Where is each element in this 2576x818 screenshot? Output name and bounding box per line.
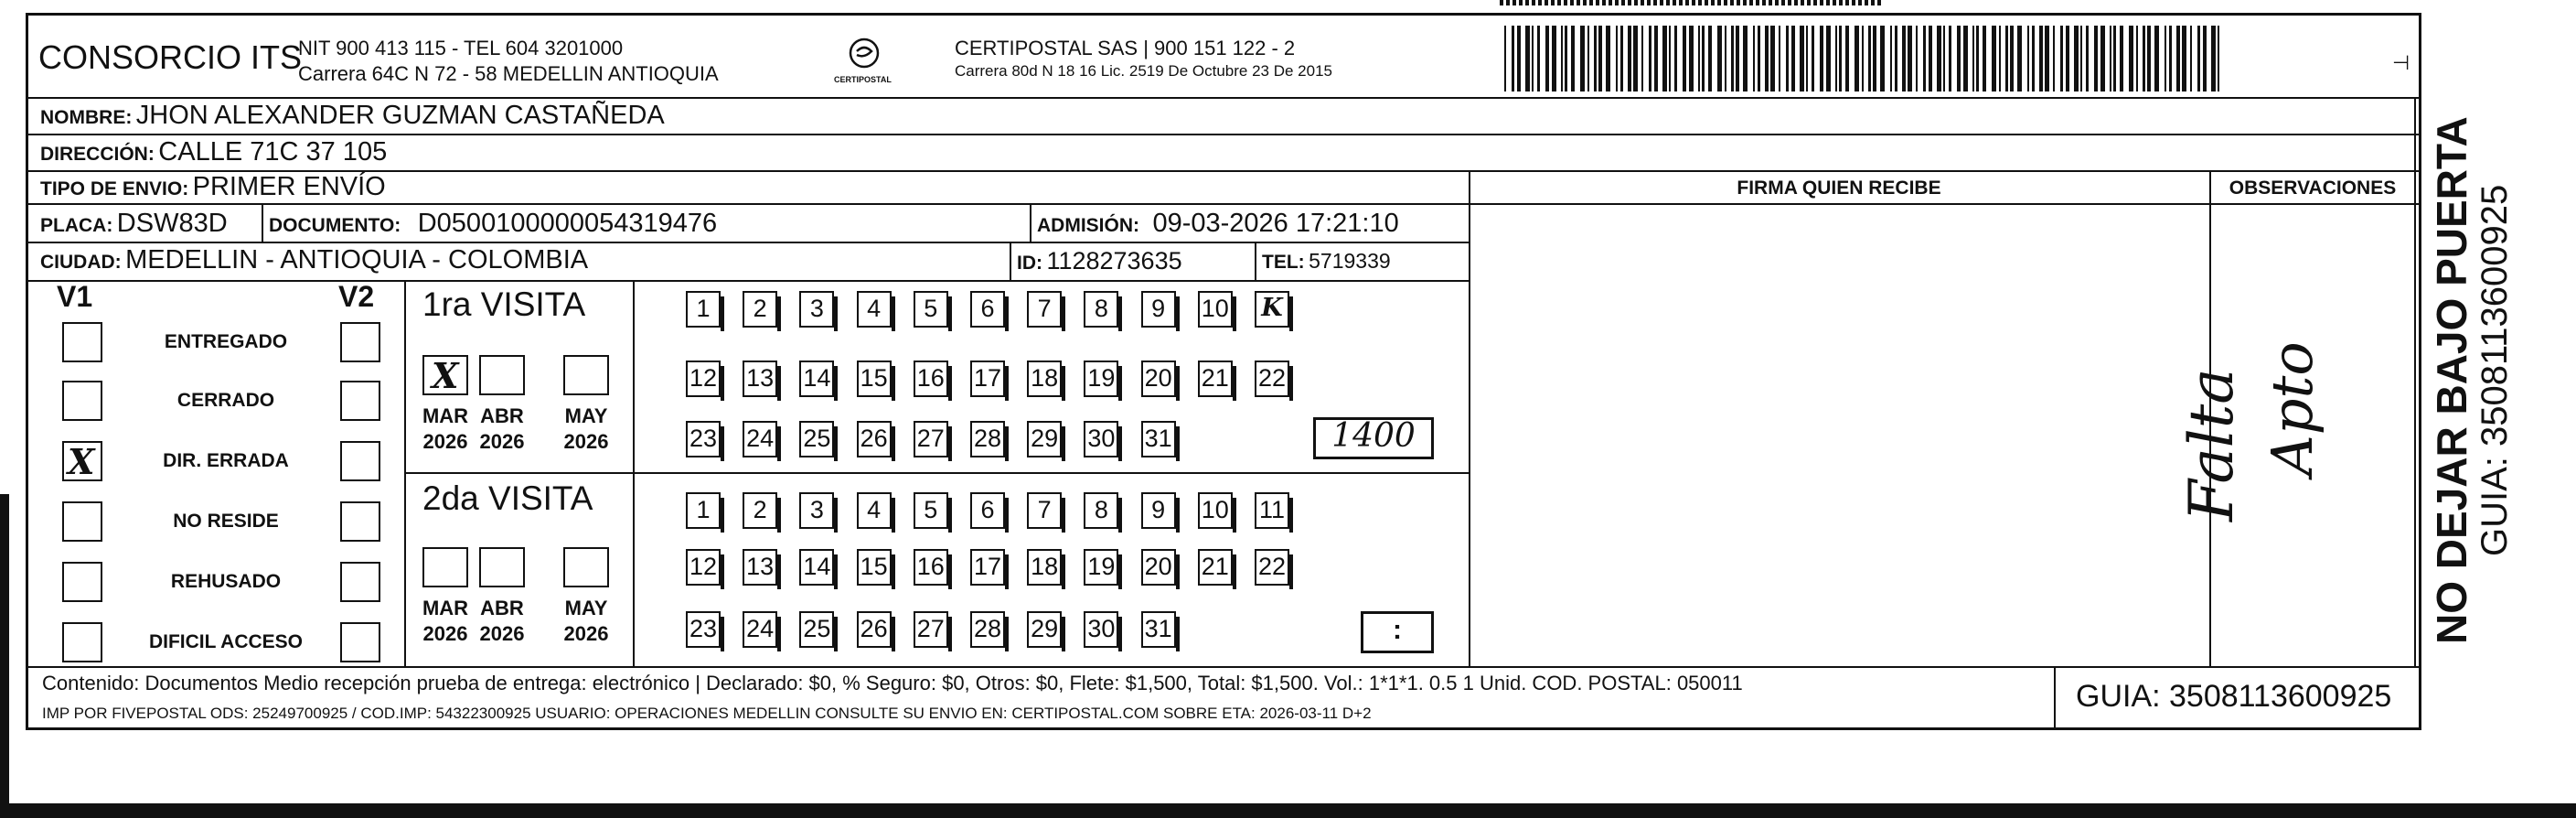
placa-row: [40, 209, 228, 239]
tipo-value: PRIMER ENVÍO: [192, 172, 386, 201]
day-box[interactable]: 16: [914, 361, 948, 397]
row-line-4: [27, 242, 1469, 243]
barcode-bar: [1561, 26, 1563, 91]
barcode-bar: [1532, 26, 1534, 91]
month-checkbox[interactable]: [422, 547, 468, 587]
day-box[interactable]: 12: [686, 361, 721, 397]
barcode-bar: [2110, 26, 2111, 91]
barcode-bar: [1620, 26, 1623, 91]
barcode-bar: [2074, 26, 2079, 91]
placa-value: DSW83D: [116, 209, 228, 238]
day-box[interactable]: 6: [970, 291, 1005, 328]
observation-handwriting-1: Falta: [2176, 368, 2247, 522]
barcode-bar: [1587, 26, 1589, 91]
barcode-bar: [1855, 26, 1859, 91]
year-label: 2026: [422, 622, 468, 645]
day-box[interactable]: 5: [914, 492, 948, 529]
barcode-bar: [1736, 26, 1739, 91]
footer-line2: IMP POR FIVEPOSTAL ODS: 25249700925 / COD.IMP: 54322300925 USUARIO: OPERACIONES MEDELLIN CONSULTE SU ENVIO EN: CERTIPOSTAL.COM SOBRE ETA: 2026-03-11 D+2: [42, 705, 1372, 722]
barcode-bar: [1758, 26, 1760, 91]
v1-checkbox[interactable]: [62, 381, 102, 421]
company-name: CONSORCIO ITS: [38, 38, 303, 76]
day-box[interactable]: 21: [1198, 549, 1233, 586]
day-box[interactable]: 4: [857, 492, 892, 529]
documento-row: [269, 209, 717, 239]
day-box[interactable]: 30: [1084, 611, 1118, 648]
day-box[interactable]: 8: [1084, 291, 1118, 328]
barcode-bar: [1689, 26, 1694, 91]
barcode-bar: [1800, 26, 1804, 91]
barcode-bar: [1765, 26, 1769, 91]
v1-checkbox[interactable]: [62, 322, 102, 362]
day-box[interactable]: 20: [1141, 549, 1176, 586]
barcode-bar: [1895, 26, 1897, 91]
day-box[interactable]: 26: [857, 611, 892, 648]
barcode-bar: [2005, 26, 2008, 91]
barcode-bar: [1717, 26, 1722, 91]
barcode-bar: [1937, 26, 1941, 91]
v1-checkbox[interactable]: [62, 622, 102, 662]
barcode-bar: [1826, 26, 1831, 91]
day-box[interactable]: 29: [1027, 611, 1062, 648]
barcode-bar: [1669, 26, 1671, 91]
barcode-bar: [2164, 26, 2166, 91]
day-box[interactable]: 7: [1027, 492, 1062, 529]
barcode-bar: [1890, 26, 1892, 91]
v2-checkbox[interactable]: [340, 501, 380, 542]
year-label: 2026: [422, 430, 468, 453]
documento-value: D0500100000054319476: [417, 209, 718, 238]
barcode-bar: [1916, 26, 1918, 91]
v1-check-mark: X: [68, 441, 95, 482]
day-box[interactable]: 15: [857, 361, 892, 397]
day-box[interactable]: 22: [1255, 361, 1289, 397]
barcode-bar: [1779, 26, 1780, 91]
barcode-bar: [1880, 26, 1885, 91]
placa-label: PLACA:: [40, 215, 113, 236]
month-checkbox[interactable]: [563, 547, 609, 587]
day-box[interactable]: 29: [1027, 421, 1062, 457]
first-visit-title: 1ra VISITA: [422, 285, 586, 323]
side-title: NO DEJAR BAJO PUERTA: [2428, 116, 2475, 644]
barcode-bar: [1725, 26, 1726, 91]
barcode-bar: [1839, 26, 1842, 91]
tipo-label: TIPO DE ENVIO:: [40, 178, 189, 199]
barcode-bar: [1868, 26, 1871, 91]
day-box[interactable]: 14: [799, 361, 834, 397]
v1-checkbox[interactable]: [62, 562, 102, 602]
day-box[interactable]: 3: [799, 492, 834, 529]
day-box[interactable]: 1: [686, 291, 721, 328]
day-box[interactable]: 31: [1141, 611, 1176, 648]
row-line-2: [27, 170, 2419, 172]
month-label: MAY: [564, 597, 608, 619]
barcode-bar: [1902, 26, 1906, 91]
company-line2: Carrera 64C N 72 - 58 MEDELLIN ANTIOQUIA: [298, 62, 719, 85]
month-checkbox[interactable]: [479, 355, 525, 395]
day-box[interactable]: 27: [914, 611, 948, 648]
observation-handwriting-2: Apto: [2259, 341, 2325, 476]
panel-right-line: [2414, 97, 2416, 666]
barcode-bar: [2211, 26, 2216, 91]
barcode-bar: [2045, 26, 2049, 91]
day-box[interactable]: 13: [743, 549, 777, 586]
v2-checkbox[interactable]: [340, 622, 380, 662]
v1-checkbox[interactable]: [62, 441, 102, 481]
barcode-bar: [2066, 26, 2069, 91]
side-guia: GUIA: 3508113600925: [2474, 184, 2515, 556]
status-reason-label: DIFICIL ACCESO: [148, 631, 303, 652]
day-box[interactable]: 1: [686, 492, 721, 529]
documento-label: DOCUMENTO:: [269, 215, 401, 236]
row-line-0: [27, 97, 2419, 99]
barcode-bar: [1845, 26, 1849, 91]
month-label: ABR: [480, 404, 524, 427]
footer-line1: Contenido: Documentos Medio recepción prueba de entrega: electrónico | Declarado: $0, % Seguro: $0, Otros: $0, Flete: $1,500, Total: $1,500. Vol.: 1*1*1. 0.5 1 Unid. COD. POSTAL: 050011: [42, 672, 1743, 694]
day-box[interactable]: 9: [1141, 492, 1176, 529]
ciudad-value: MEDELLIN - ANTIOQUIA - COLOMBIA: [125, 245, 589, 274]
barcode-bar: [2176, 26, 2180, 91]
status-reason-label: NO RESIDE: [173, 511, 279, 532]
day-box[interactable]: 10: [1198, 492, 1233, 529]
day-box[interactable]: 20: [1141, 361, 1176, 397]
barcode-bar: [1812, 26, 1814, 91]
barcode-bar: [1628, 26, 1631, 91]
day-box[interactable]: 7: [1027, 291, 1062, 328]
barcode-bar: [1976, 26, 1979, 91]
day-box[interactable]: 23: [686, 421, 721, 457]
observaciones-header: OBSERVACIONES: [2229, 178, 2397, 199]
v2-checkbox[interactable]: [340, 381, 380, 421]
nombre-row: [40, 101, 665, 131]
day-box[interactable]: 17: [970, 361, 1005, 397]
barcode-bar: [2154, 26, 2159, 91]
barcode-bar: [1999, 26, 2001, 91]
v2-checkbox[interactable]: [340, 562, 380, 602]
day-box[interactable]: 6: [970, 492, 1005, 529]
barcode-bar: [1504, 26, 1506, 91]
tipo-row: [40, 172, 386, 202]
barcode-bar: [2027, 26, 2029, 91]
barcode-bar: [1835, 26, 1837, 91]
row-line-1: [27, 134, 2419, 135]
barcode-bar: [2113, 26, 2116, 91]
barcode-bar: [2129, 26, 2133, 91]
day-box[interactable]: 4: [857, 291, 892, 328]
id-row: [1017, 247, 1182, 275]
second-time-value: :: [1393, 615, 1402, 645]
barcode-bar: [1992, 26, 1996, 91]
month-label: MAR: [422, 597, 469, 619]
day-box[interactable]: 18: [1027, 361, 1062, 397]
month-checkbox[interactable]: [563, 355, 609, 395]
day-box[interactable]: 25: [799, 611, 834, 648]
barcode-bar: [1662, 26, 1667, 91]
year-label: 2026: [479, 622, 525, 645]
day-box[interactable]: K: [1255, 291, 1289, 328]
barcode-bar: [1743, 26, 1748, 91]
barcode-bar: [1649, 26, 1651, 91]
month-checkbox[interactable]: [422, 355, 468, 395]
barcode-bar: [2169, 26, 2172, 91]
day-box[interactable]: 18: [1027, 549, 1062, 586]
barcode-bar: [2203, 26, 2207, 91]
v2-checkbox[interactable]: [340, 441, 380, 481]
first-time-value: 1400: [1331, 417, 1416, 455]
month-label: ABR: [480, 597, 524, 619]
barcode-bar: [2147, 26, 2151, 91]
barcode-bar: [1580, 26, 1585, 91]
tel-value: 5719339: [1309, 249, 1391, 273]
day-box[interactable]: 19: [1084, 549, 1118, 586]
company-line1: NIT 900 413 115 - TEL 604 3201000: [298, 37, 624, 59]
barcode-bar: [1908, 26, 1912, 91]
id-label: ID:: [1017, 253, 1042, 274]
month-label: MAR: [422, 404, 469, 427]
admision-value: 09-03-2026 17:21:10: [1152, 209, 1399, 238]
id-value: 1128273635: [1046, 247, 1182, 274]
month-label: MAY: [564, 404, 608, 427]
second-visit-title: 2da VISITA: [422, 479, 593, 517]
direccion-row: [40, 137, 387, 167]
day-box[interactable]: 2: [743, 492, 777, 529]
v1-checkbox[interactable]: [62, 501, 102, 542]
barcode-bar: [1641, 26, 1643, 91]
barcode-bar: [1786, 26, 1789, 91]
day-box[interactable]: 21: [1198, 361, 1233, 397]
corner-mark: ⊣: [2392, 51, 2410, 74]
barcode-bar: [2120, 26, 2123, 91]
barcode-bar: [1545, 26, 1549, 91]
barcode-bar: [1698, 26, 1700, 91]
status-reason-label: REHUSADO: [170, 571, 282, 592]
barcode-bar: [2218, 26, 2219, 91]
v1-label: V1: [57, 280, 93, 313]
month-checkbox[interactable]: [479, 547, 525, 587]
barcode-bar: [1957, 26, 1961, 91]
barcode-bar: [1923, 26, 1926, 91]
direccion-value: CALLE 71C 37 105: [158, 137, 388, 167]
barcode-bar: [1731, 26, 1734, 91]
barcode-bar: [1862, 26, 1864, 91]
day-box[interactable]: 28: [970, 421, 1005, 457]
tel-row: [1262, 249, 1391, 274]
bottom-border: [0, 803, 2576, 818]
day-box[interactable]: 27: [914, 421, 948, 457]
year-label: 2026: [563, 430, 609, 453]
day-box[interactable]: 15: [857, 549, 892, 586]
day-box[interactable]: 5: [914, 291, 948, 328]
day-box[interactable]: 14: [799, 549, 834, 586]
status-reason-label: DIR. ERRADA: [163, 450, 289, 471]
barcode-bar: [1708, 26, 1712, 91]
admision-divider: [1030, 205, 1031, 242]
barcode-bar: [1633, 26, 1638, 91]
barcode-bar: [1525, 26, 1530, 91]
barcode-bar: [1929, 26, 1932, 91]
logo-caption: CERTIPOSTAL: [834, 75, 892, 84]
top-strip: [1500, 0, 1884, 5]
v2-checkbox[interactable]: [340, 322, 380, 362]
day-box[interactable]: 2: [743, 291, 777, 328]
day-box[interactable]: 12: [686, 549, 721, 586]
barcode-bar: [1943, 26, 1945, 91]
barcode-bar: [1552, 26, 1556, 91]
day-box[interactable]: 10: [1198, 291, 1233, 328]
day-box[interactable]: 25: [799, 421, 834, 457]
ciudad-row: [40, 245, 588, 275]
barcode-bar: [2010, 26, 2014, 91]
day-box[interactable]: 30: [1084, 421, 1118, 457]
admision-row: [1037, 209, 1399, 239]
day-box[interactable]: 9: [1141, 291, 1176, 328]
barcode-bar: [1571, 26, 1575, 91]
courier-line1: CERTIPOSTAL SAS | 900 151 122 - 2: [955, 37, 1296, 59]
day-box[interactable]: 23: [686, 611, 721, 648]
barcode-bar: [1770, 26, 1775, 91]
barcode-bar: [1806, 26, 1808, 91]
day-box[interactable]: 3: [799, 291, 834, 328]
status-reason-label: CERRADO: [176, 390, 275, 411]
barcode-bar: [2032, 26, 2035, 91]
barcode-bar: [1654, 26, 1658, 91]
row-line-5: [27, 280, 1469, 282]
status-reason-label: ENTREGADO: [164, 331, 288, 352]
barcode-bar: [2053, 26, 2055, 91]
barcode: [1504, 26, 2227, 91]
barcode-bar: [1983, 26, 1986, 91]
ciudad-label: CIUDAD:: [40, 252, 122, 273]
barcode-bar: [1594, 26, 1597, 91]
barcode-bar: [1791, 26, 1795, 91]
barcode-bar: [1537, 26, 1540, 91]
barcode-bar: [1702, 26, 1705, 91]
barcode-bar: [2017, 26, 2022, 91]
barcode-bar: [1517, 26, 1521, 91]
day-box[interactable]: 22: [1255, 549, 1289, 586]
placa-divider: [262, 205, 263, 242]
barcode-bar: [2094, 26, 2098, 91]
admision-label: ADMISIÓN:: [1037, 215, 1139, 236]
barcode-bar: [1616, 26, 1618, 91]
direccion-label: DIRECCIÓN:: [40, 144, 155, 165]
barcode-bar: [2197, 26, 2200, 91]
barcode-bar: [2136, 26, 2138, 91]
barcode-bar: [1606, 26, 1610, 91]
tel-label: TEL:: [1262, 252, 1305, 273]
month-check-mark: X: [432, 355, 459, 396]
barcode-bar: [1873, 26, 1876, 91]
courier-line2: Carrera 80d N 18 16 Lic. 2519 De Octubre 23 De 2015: [955, 62, 1332, 80]
barcode-bar: [1674, 26, 1677, 91]
visit-separator: [404, 472, 1469, 474]
v2-label: V2: [338, 280, 375, 313]
barcode-bar: [1949, 26, 1951, 91]
barcode-bar: [2039, 26, 2043, 91]
barcode-bar: [2060, 26, 2063, 91]
barcode-bar: [2086, 26, 2089, 91]
day-box[interactable]: 8: [1084, 492, 1118, 529]
footer-guia: GUIA: 3508113600925: [2076, 679, 2392, 714]
barcode-bar: [1683, 26, 1686, 91]
signature-area[interactable]: [1470, 205, 2207, 664]
barcode-bar: [2190, 26, 2192, 91]
day-box[interactable]: 13: [743, 361, 777, 397]
nombre-label: NOMBRE:: [40, 107, 133, 128]
day-box[interactable]: 17: [970, 549, 1005, 586]
barcode-bar: [2143, 26, 2145, 91]
barcode-bar: [1565, 26, 1567, 91]
barcode-bar: [1820, 26, 1823, 91]
year-label: 2026: [479, 430, 525, 453]
barcode-bar: [2100, 26, 2105, 91]
day-box[interactable]: 24: [743, 421, 777, 457]
barcode-bar: [1512, 26, 1514, 91]
day-box[interactable]: 24: [743, 611, 777, 648]
day-box[interactable]: 26: [857, 421, 892, 457]
day-box[interactable]: 31: [1141, 421, 1176, 457]
day-box[interactable]: 28: [970, 611, 1005, 648]
barcode-bar: [1598, 26, 1602, 91]
barcode-bar: [1753, 26, 1755, 91]
barcode-bar: [1972, 26, 1974, 91]
day-box[interactable]: 19: [1084, 361, 1118, 397]
id-divider: [1010, 243, 1011, 280]
year-label: 2026: [563, 622, 609, 645]
barcode-bar: [2080, 26, 2082, 91]
barcode-bar: [1963, 26, 1968, 91]
left-edge: [0, 494, 9, 818]
firma-header: FIRMA QUIEN RECIBE: [1737, 178, 1941, 199]
nombre-value: JHON ALEXANDER GUZMAN CASTAÑEDA: [135, 101, 665, 130]
day-box[interactable]: 16: [914, 549, 948, 586]
barcode-bar: [2182, 26, 2186, 91]
day-box[interactable]: 11: [1255, 492, 1289, 529]
tel-divider: [1255, 243, 1256, 280]
